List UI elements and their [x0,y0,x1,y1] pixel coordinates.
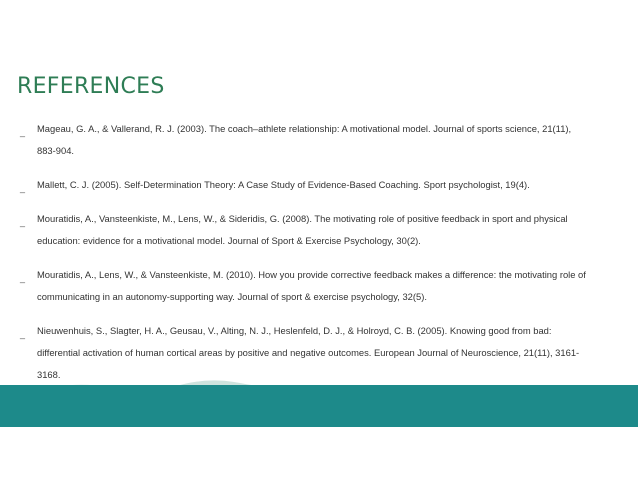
list-item [20,264,590,308]
footer-band [0,385,638,427]
reference-text: Nieuwenhuis, S., Slagter, H. A., Geusau, V., Alting, N. J., Heslenfeld, D. J., & Holroyd, C. B. (2005). Knowing good from bad: differential activation of human cortical areas by positive and negative outcomes. European Journal of Neuroscience, 21(11), 3161-3168. [37,325,580,380]
bullet-dash: _ [20,329,26,339]
bullet-dash: _ [20,273,26,283]
reference-text: Mouratidis, A., Lens, W., & Vansteenkiste, M. (2010). How you provide corrective feedback makes a difference: the motivating role of communicating in an autonomy-supporting way. Journal of sport & exercise psychology, 32(5). [37,269,586,302]
list-item [20,118,590,162]
bullet-dash: _ [20,127,26,137]
reference-text: Mageau, G. A., & Vallerand, R. J. (2003). The coach–athlete relationship: A motivational model. Journal of sports science, 21(11), 883-904. [37,123,572,156]
list-item [20,174,590,196]
list-item [20,320,590,386]
reference-text: Mallett, C. J. (2005). Self-Determination Theory: A Case Study of Evidence-Based Coaching. Sport psychologist, 19(4). [37,179,530,190]
bullet-dash: _ [20,217,26,227]
reference-text: Mouratidis, A., Vansteenkiste, M., Lens, W., & Sideridis, G. (2008). The motivating role of positive feedback in sport and physical education: evidence for a motivational model. Journal of Sport & Exercise Psychology, 30(2). [37,213,568,246]
page-title: REFERENCES [17,74,165,99]
list-item [20,208,590,252]
bullet-dash: _ [20,183,26,193]
